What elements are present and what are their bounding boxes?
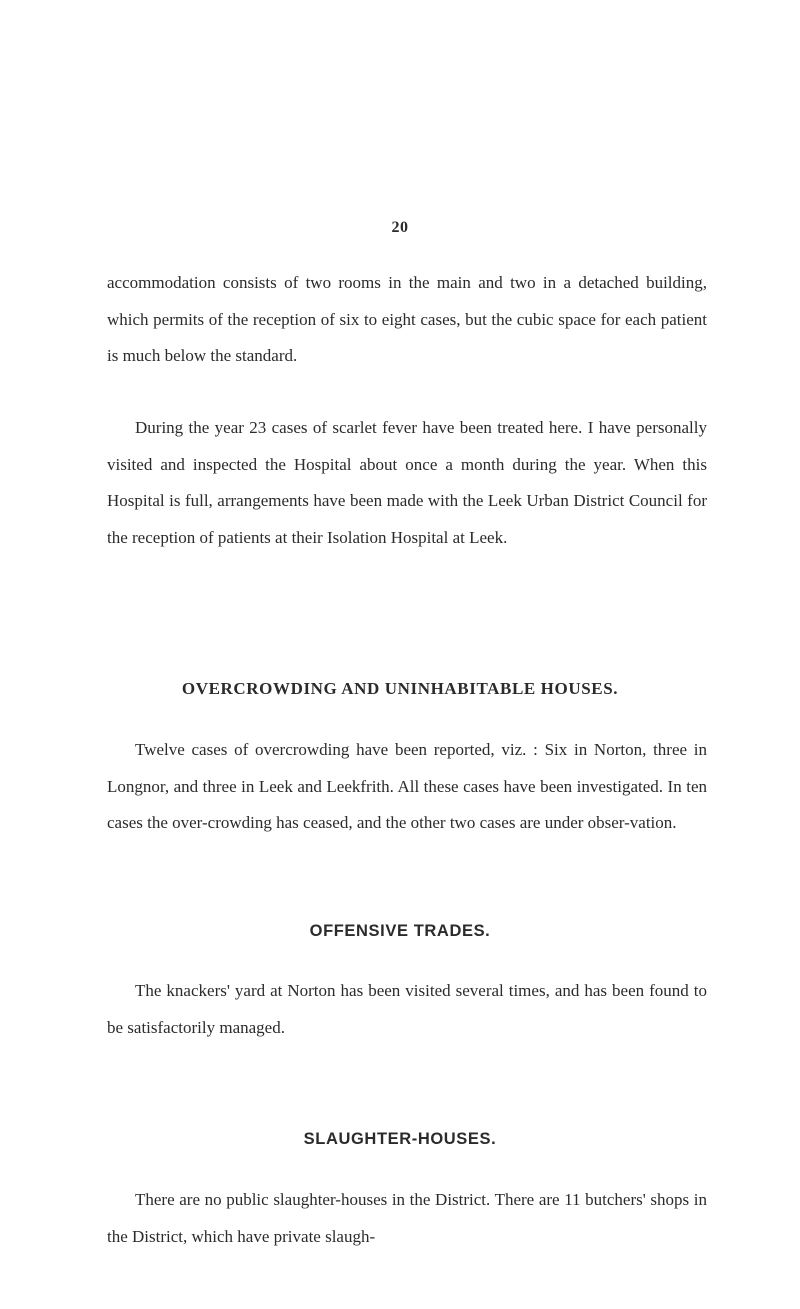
paragraph-accommodation: accommodation consists of two rooms in the main and two in a detached building, which permits of the reception of six to eight cases, but the cubic space for each patient is much below the standard. (107, 273, 707, 365)
heading-overcrowding: OVERCROWDING AND UNINHABITABLE HOUSES. (181, 679, 619, 698)
page-number: 20 (391, 219, 409, 236)
paragraph-scarlet-fever: During the year 23 cases of scarlet fever have been treated here. I have personally visited and inspected the Hospital about once a month during the year. When this Hospital is full, arrangements have been made with the Leek Urban District Council for the reception of patients at their Isolation Hospital at Leek. (107, 418, 707, 547)
heading-slaughter-houses: SLAUGHTER-HOUSES. (303, 1130, 497, 1148)
paragraph-offensive-trades: The knackers' yard at Norton has been visited several times, and has been found to be satisfactorily managed. (107, 981, 707, 1037)
paragraph-overcrowding: Twelve cases of overcrowding have been reported, viz. : Six in Norton, three in Longnor, and three in Leek and Leekfrith. All these cases have been investigated. In ten cases the over-crowding has ceased, and the other two cases are under obser-vation. (107, 740, 707, 832)
paragraph-slaughter-houses: There are no public slaughter-houses in the District. There are 11 butchers' shops in the District, which have private slaugh- (107, 1190, 707, 1246)
heading-offensive-trades: OFFENSIVE TRADES. (309, 922, 491, 940)
